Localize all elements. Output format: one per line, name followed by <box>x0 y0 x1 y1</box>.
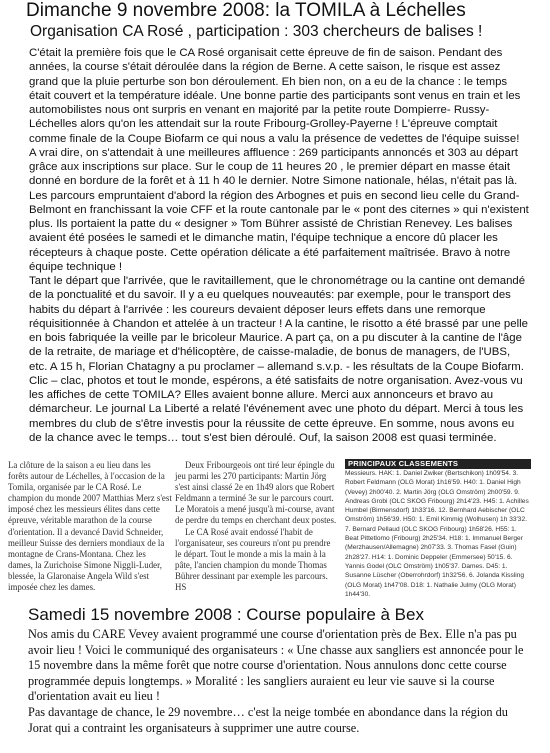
clipping-paragraph: Deux Fribourgeois ont tiré leur épingle du jeu parmi les 270 participants: Martin Jörg s'est ainsi classé 2e en 1h49 alors que Robert Feldmann a terminé 3e sur le parcours court. Le Moratois a mené jusqu'à mi-course, avant de perdre du temps en cherchant deux postes. <box>175 460 337 526</box>
clipping-column-1 <box>8 460 172 593</box>
paragraph: Nos amis du CARE Vevey avaient programmé une course d'orientation près de Bex. Elle n'a pas pu avoir lieu ! Voici le communiqué des organisateurs : « Une chasse aux sangliers est annoncée pour le 15 novembre dans la même forêt que notre course d'orientation. Nous annulons donc cette course programmée depuis longtemps. » Moralité : les sangliers auraient eu leur vie sauve si la course d'orientation avait eu lieu ! <box>28 627 524 704</box>
clipping-column-2 <box>175 460 338 593</box>
results-text: Messieurs. HAK: 1. Daniel Zwiker (Bertschikon) 1h09'54. 3. Robert Feldmann (OLG Morat) 1h16'59. H40: 1. Daniel High (Vevey) 2h00'40. 2. Martin Jörg (OLG Omström) 2h00'59. 9. Andreas Grobi (OLC SKOG Fribourg) 2h14'23. H45: 1. Achilles Humbel (Birmensdorf) 1h33'16. 12. Bernhard Aebischer (OLC Omström) 1h56'39. H50: 1. Emil Kimmig (Wolhusen) 1h 33'32. 7. Bernard Pellaud (OLC SKOG Fribourg) 1h58'26. H55: 1. Beat Pittetlomo (Fribourg) 2h25'34. H18: 1. Immanuel Berger (Merzhausen/Allemagne) 2h07'33. 3. Thomas Fasel (Guin) 2h28'27. H14: 1. Dominic Deppeler (Emmersee) 50'15. 6. Yannis Godel (OLC Omström) 1h05'37. Dames. D45: 1. Susanne Lüscher (Oberrohrdorf) 1h32'56. 6. Jolanda Kissling (OLG Morat) 1h47'08. D18: 1. Nathalie Julmy (OLG Morat) 1h44'30. <box>345 470 529 598</box>
clipping-paragraph: Le CA Rosé avait endossé l'habit de l'organisateur, ses coureurs n'ont pu prendre le départ. Tout le monde a mis la main à la pâte, l'ancien champion du monde Thomas Bührer dessinant par exemple les parcours. HS <box>175 526 331 593</box>
article-subtitle-tomila: Organisation CA Rosé , participation : 303 chercheurs de balises ! <box>30 23 483 40</box>
clipping-paragraph: La clôture de la saison a eu lieu dans les forêts autour de Léchelles, à l'occasion de la Tomila, organisée par le CA Rosé. Le champion du monde 2007 Matthias Merz s'est imposé chez les messieurs élites dans cette épreuve, véritable marathon de la course d'orientation. Il a devancé David Schneider, meilleur Suisse des derniers mondiaux de la montagne de Crans-Montana. Chez les dames, la Zurichoise Simone Niggli-Luder, blessée, la Glaronaise Angela Wild s'est imposée chez les dames. <box>8 460 172 593</box>
article-title-bex: Samedi 15 novembre 2008 : Course populaire à Bex <box>28 605 424 624</box>
paragraph: C'était la première fois que le CA Rosé organisait cette épreuve de fin de saison. Pendant des années, la course s'était déroulée dans la région de Berne. A cette saison, le risque est assez grand que la pluie perturbe son bon déroulement. Eh bien non, on a eu de la chance : le temps était couvert et la température idéale. Une bonne partie des participants sont venus en train et les automobilistes nous ont surpris en venant en majorité par la petite route Dompierre- Russy- Léchelles alors qu'on les attendait sur la route Fribourg-Grolley-Payerne ! L'épreuve comptait comme finale de la Coupe Biofarm ce qui nous a valu la présence de vedettes de l'équipe suisse! <box>29 47 521 145</box>
paragraph: A vrai dire, on s'attendait à une meilleures affluence : 269 participants annoncés et 303 au départ grâce aux inscriptions sur place. Sur le coup de 11 heures 20 , le premier départ en masse était donné en bordure de la forêt et à 11 h 40 le dernier. Notre Simone nationale, hélas, n'était pas là. Les parcours empruntaient d'abord la région des Arbognes et puis en second lieu celle du Grand-Belmont en franchissant la voie CFF et la route cantonale par le « pont des citernes » qui n'existent plus. Ils portaient la patte du « designer » Tom Bührer assisté de Christian Renevey. Les balises avaient été posées le samedi et le dimanche matin, l'équipe technique a encore dû placer les récepteurs à chaque poste. Cette opération délicate a été parfaitement maîtrisée. Bravo à notre équipe technique ! <box>29 146 529 273</box>
article-title-tomila: Dimanche 9 novembre 2008: la TOMILA à Léchelles <box>26 0 466 21</box>
article-body-bex <box>28 627 526 736</box>
paragraph: Tant le départ que l'arrivée, que le ravitaillement, que le chronométrage ou la cantine ont demandé de la ponctualité et du savoir. Il y a eu quelques nouveautés: par exemple, pour le transport des habits du départ à l'arrivée : les coureurs devaient déposer leurs effets dans une remorque réquisitionnée à Chandon et attelée à un tracteur ! A la cantine, le risotto a été brassé par une pelle en bois fabriquée la veille par le bricoleur Maurice. A part ça, on a pu discuter à la cantine de l'âge de la retraite, de mariage et d'hélicoptère, de caisse-maladie, de bonus de managers, de l'UBS, etc. A 15 h, Florian Chatagny a pu proclamer – allemand s.v.p. - les résultats de la Coupe Biofarm. Clic – clac, photos et tout le monde, espérons, a été satisfaits de notre organisation. Avez-vous vu les affiches de cette TOMILA? Elles avaient bonne allure. Merci aux annonceurs et bravo au démarcheur. Le journal La Liberté a relaté l'événement avec une photo du départ. Merci à tous les membres du club de s'être investis pour la réussite de cette épreuve. En somme, nous avons eu de la chance avec le temps… tout s'est bien déroulé. Ouf, la saison 2008 est quasi terminée. <box>29 275 528 444</box>
results-heading: PRINCIPAUX CLASSEMENTS <box>345 459 531 469</box>
paragraph: Pas davantage de chance, le 29 novembre… c'est la neige tombée en abondance dans la région du Jorat qui a contraint les organisateurs à supprimer une autre course. <box>28 704 508 735</box>
article-body-tomila <box>29 46 529 445</box>
